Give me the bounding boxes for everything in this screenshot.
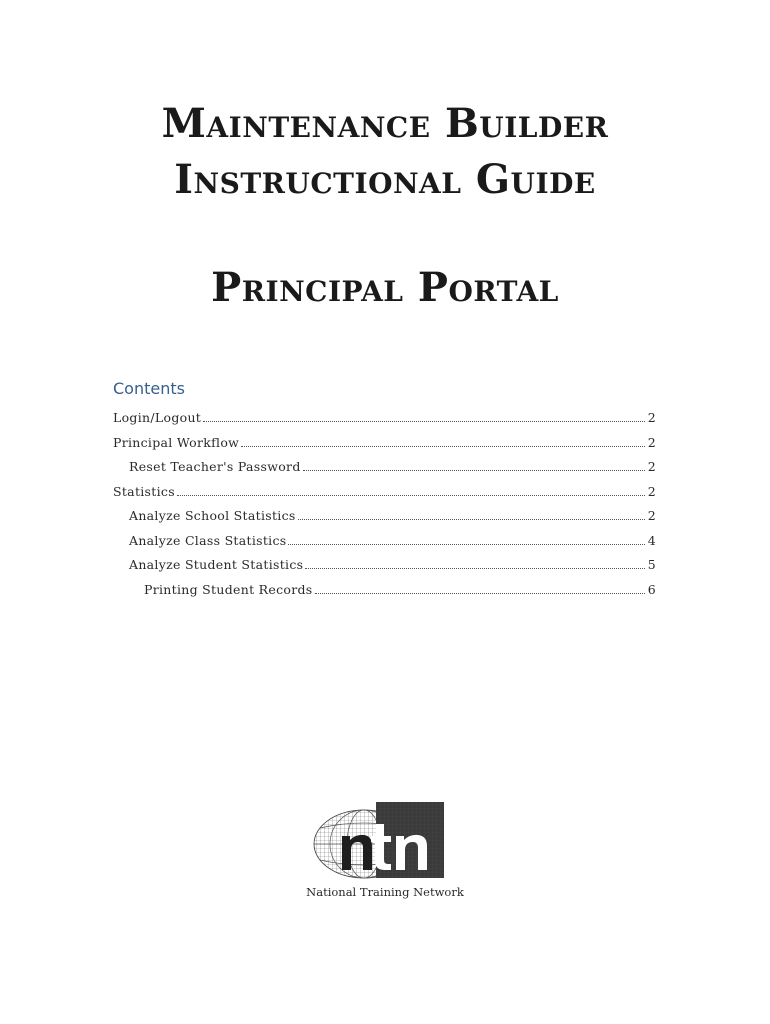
toc-entry-label: Login/Logout — [113, 410, 202, 425]
dot-leader — [241, 445, 645, 447]
toc-entry-reset-teachers-password[interactable] — [113, 459, 656, 484]
table-of-contents — [113, 378, 656, 606]
toc-entry-label: Analyze Student Statistics — [129, 557, 304, 572]
dot-leader — [298, 518, 645, 520]
toc-entry-principal-workflow[interactable] — [113, 435, 656, 460]
toc-entry-page: 5 — [647, 557, 656, 572]
dot-leader — [177, 494, 645, 496]
toc-entry-statistics[interactable] — [113, 484, 656, 509]
ntn-logo — [312, 800, 446, 880]
toc-entry-page: 2 — [647, 434, 656, 450]
toc-entry-login-logout[interactable] — [113, 410, 656, 435]
dot-leader — [203, 420, 645, 422]
toc-entry-label: Analyze School Statistics — [129, 508, 296, 523]
title-line-1: Maintenance Builder — [161, 100, 609, 147]
toc-entry-page: 6 — [647, 581, 656, 597]
toc-entry-label: Statistics — [113, 483, 175, 499]
toc-entry-page: 2 — [647, 483, 656, 499]
ntn-logo-graphic — [312, 800, 446, 880]
dot-leader — [288, 543, 644, 545]
toc-entry-page: 4 — [647, 532, 656, 548]
toc-entry-page: 2 — [647, 410, 656, 425]
toc-entry-label: Analyze Class Statistics — [129, 532, 287, 548]
dot-leader — [303, 469, 645, 471]
title-line-3: Principal Portal — [211, 264, 559, 311]
toc-entry-printing-student-records[interactable] — [113, 582, 656, 607]
toc-entry-analyze-school-statistics[interactable] — [113, 508, 656, 533]
toc-entry-page: 2 — [647, 508, 656, 523]
toc-entry-label: Principal Workflow — [113, 434, 240, 450]
contents-heading: Contents — [113, 379, 185, 398]
logo-caption: National Training Network — [306, 885, 464, 899]
toc-entry-analyze-student-statistics[interactable] — [113, 557, 656, 582]
toc-entry-label: Reset Teacher's Password — [129, 459, 301, 474]
toc-entry-label: Printing Student Records — [144, 581, 313, 597]
toc-entry-page: 2 — [647, 459, 656, 474]
dot-leader — [305, 567, 644, 569]
dot-leader — [315, 592, 645, 594]
toc-entry-analyze-class-statistics[interactable] — [113, 533, 656, 558]
title-line-2: Instructional Guide — [174, 156, 596, 203]
